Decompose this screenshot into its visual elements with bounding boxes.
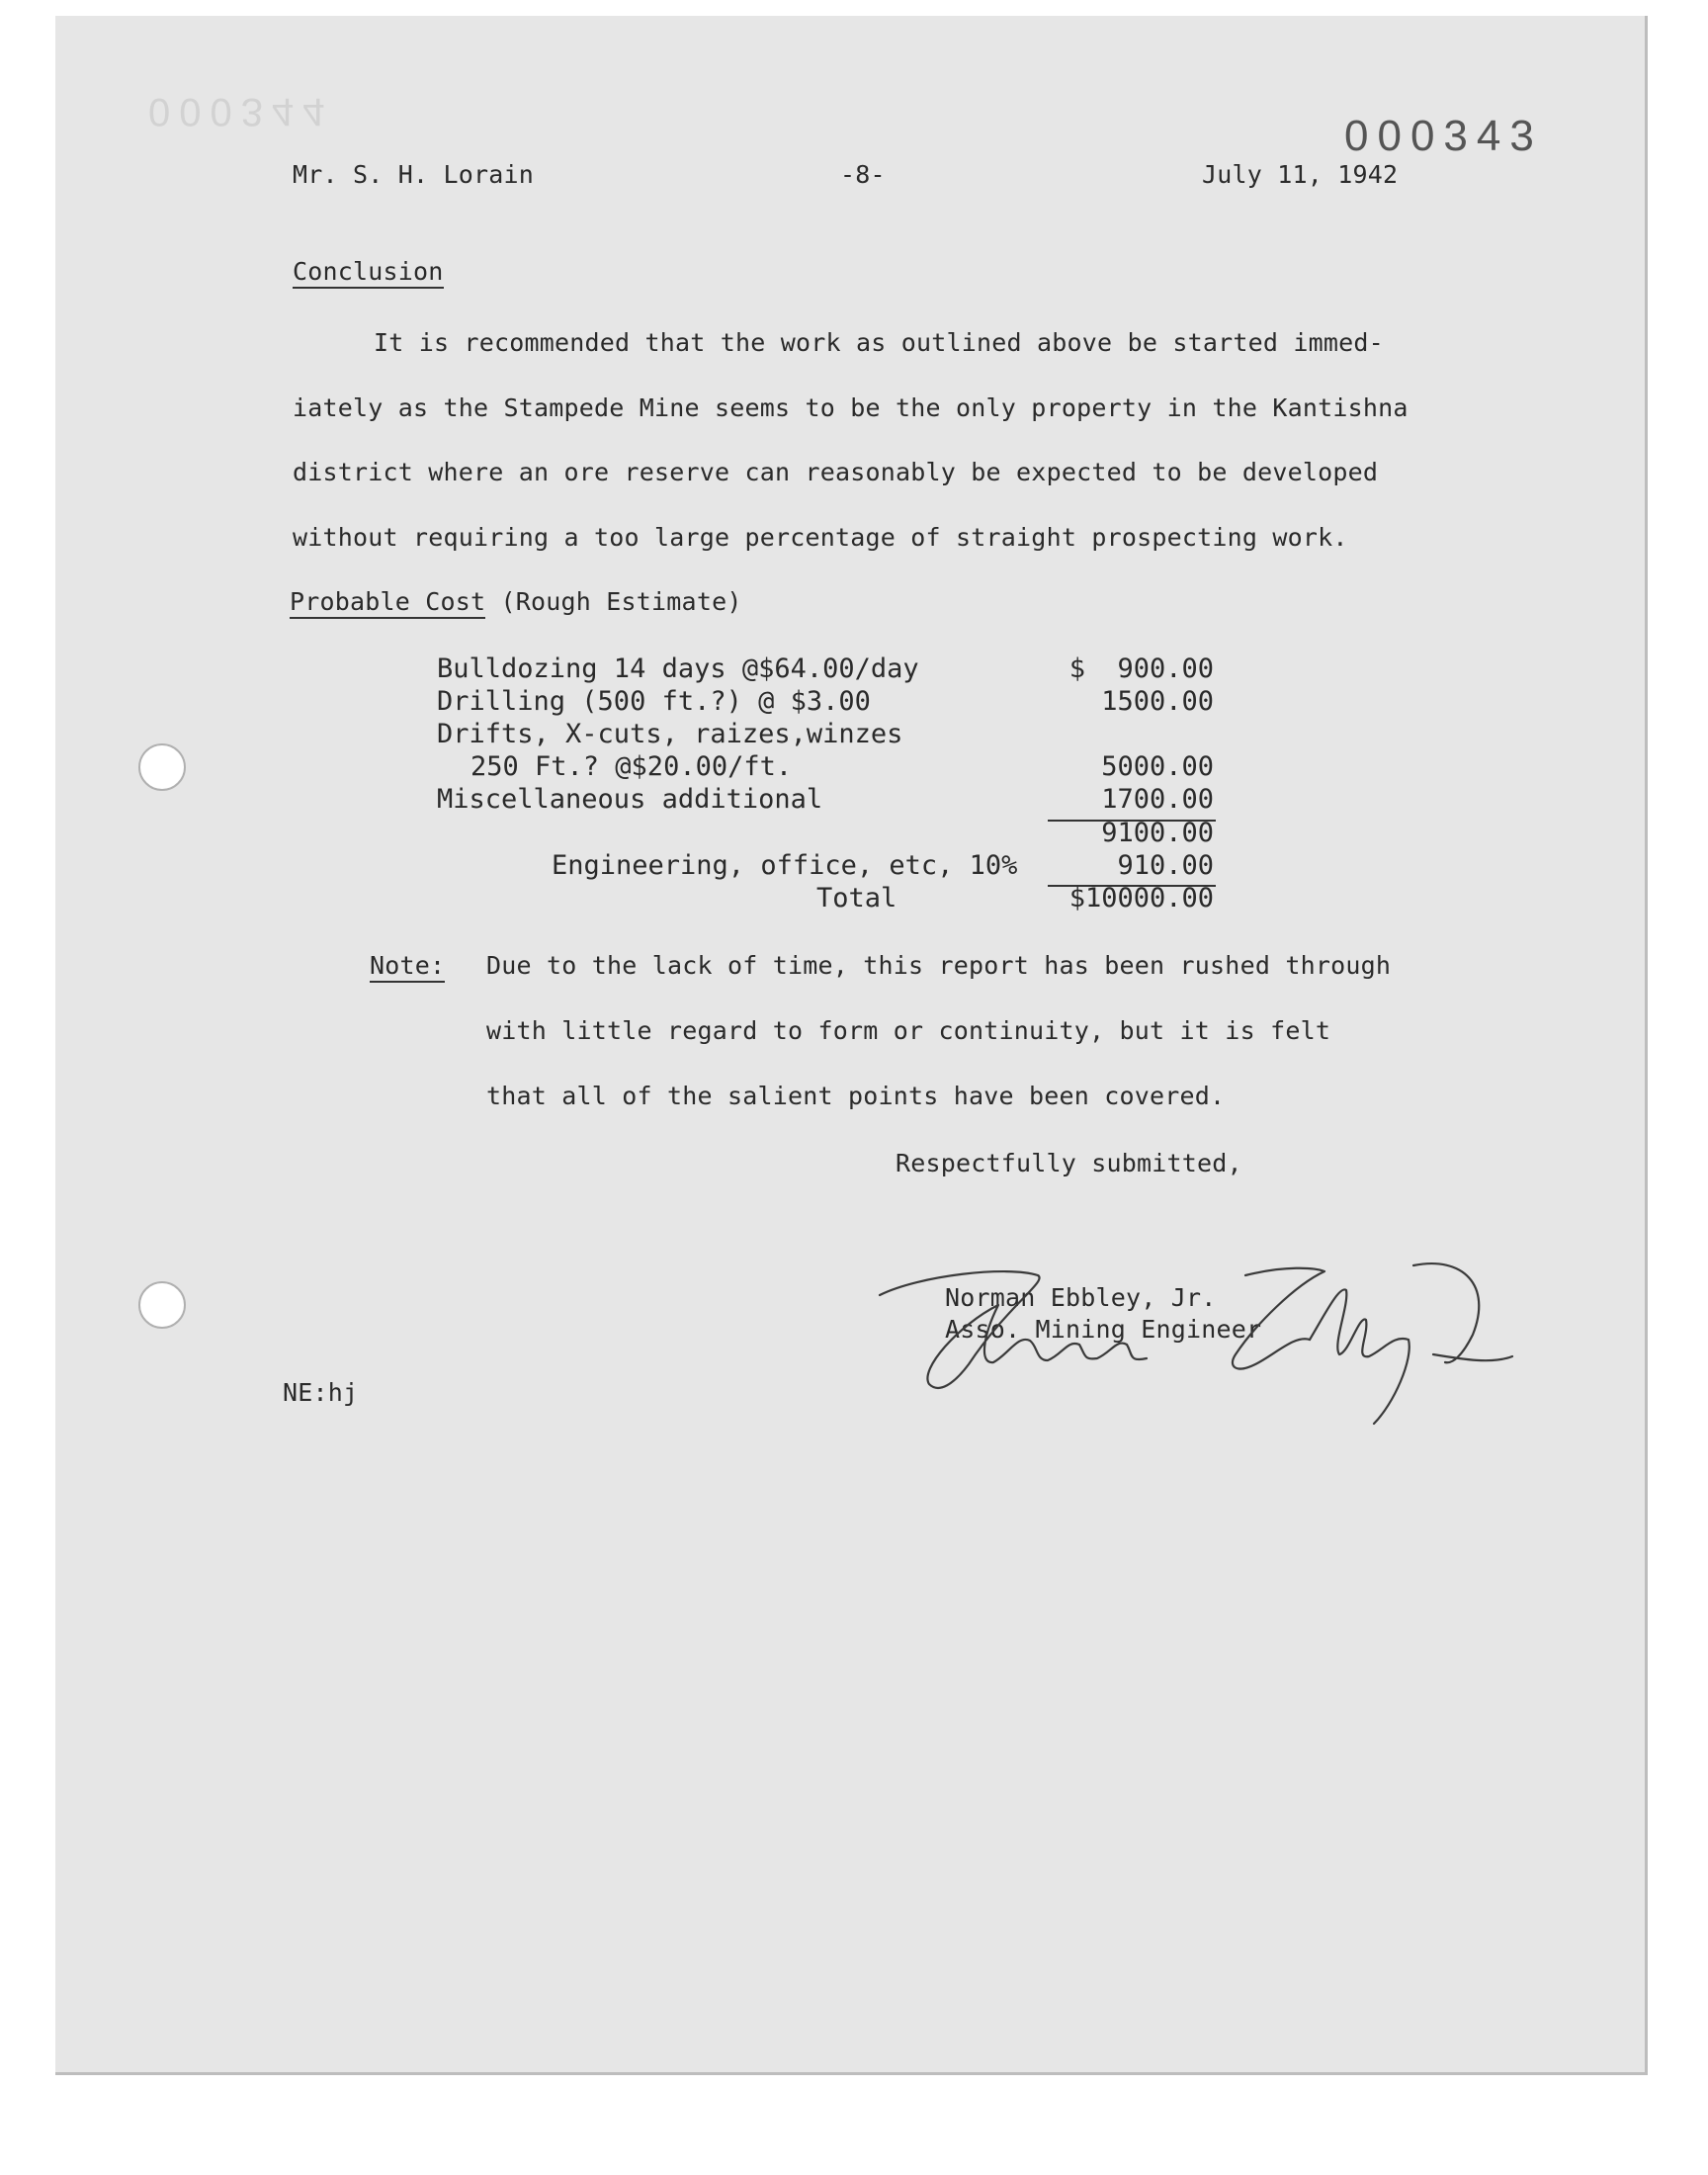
cost-item-amount: 5000.00 (1101, 751, 1214, 782)
cost-item-amount: 1500.00 (1101, 686, 1214, 717)
letter-date: July 11, 1942 (1202, 160, 1399, 189)
conclusion-line: without requiring a too large percentage of straight prospecting work. (293, 523, 1348, 552)
cost-heading: Probable Cost (290, 587, 485, 619)
signer-name: Norman Ebbley, Jr. (945, 1283, 1217, 1312)
punch-hole (138, 743, 186, 791)
faint-stamp-number: 000344 (148, 90, 334, 133)
cost-item-label: 250 Ft.? @$20.00/ft. (470, 751, 793, 782)
subtotal-amount: 9100.00 (1101, 818, 1214, 848)
note-line: that all of the salient points have been covered. (486, 1082, 1226, 1110)
note-line: Due to the lack of time, this report has been rushed through (486, 951, 1392, 980)
total-amount: $10000.00 (1068, 883, 1214, 914)
conclusion-line: district where an ore reserve can reasonably be expected to be developed (293, 458, 1379, 486)
cost-heading-row (290, 587, 742, 616)
punch-hole (138, 1281, 186, 1329)
signer-title: Asso. Mining Engineer (945, 1315, 1262, 1344)
cost-item-amount: 1700.00 (1101, 784, 1214, 815)
conclusion-line: iately as the Stampede Mine seems to be the only property in the Kantishna (293, 393, 1409, 422)
note-label: Note: (370, 951, 445, 983)
engineering-label: Engineering, office, etc, 10% (552, 850, 1018, 881)
cost-heading-note: (Rough Estimate) (500, 587, 742, 616)
page-number: -8- (840, 160, 886, 189)
addressee: Mr. S. H. Lorain (293, 160, 535, 189)
conclusion-heading: Conclusion (293, 257, 444, 289)
closing: Respectfully submitted, (896, 1149, 1242, 1177)
cost-item-label: Bulldozing 14 days @$64.00/day (437, 653, 919, 684)
document-page (55, 16, 1648, 2075)
cost-item-label: Drilling (500 ft.?) @ $3.00 (437, 686, 871, 717)
cost-item-label: Miscellaneous additional (437, 784, 823, 815)
cost-item-label: Drifts, X-cuts, raizes,winzes (437, 719, 903, 749)
total-label: Total (816, 883, 897, 914)
conclusion-line: It is recommended that the work as outlined above be started immed- (374, 328, 1384, 357)
cost-item-amount: $ 900.00 (1068, 653, 1214, 684)
stamp-number: 000343 (1344, 112, 1543, 160)
engineering-amount: 910.00 (1117, 850, 1214, 881)
handwritten-signature (860, 1246, 1532, 1443)
typist-initials: NE:hj (283, 1378, 359, 1407)
note-line: with little regard to form or continuity, but it is felt (486, 1016, 1331, 1045)
